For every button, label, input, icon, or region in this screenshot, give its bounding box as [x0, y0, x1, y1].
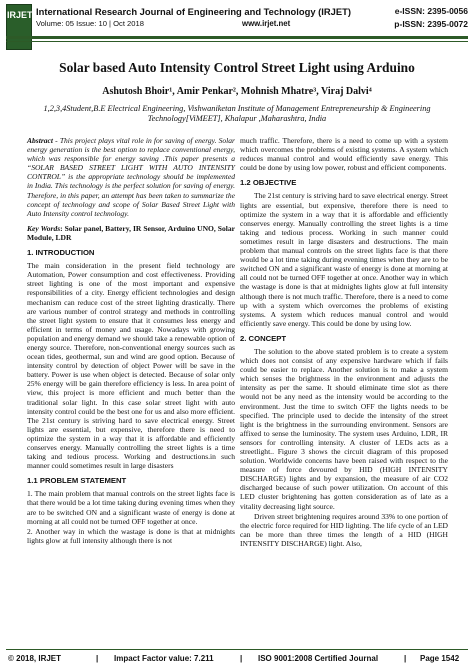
p-issn: p-ISSN: 2395-0072 — [394, 19, 468, 29]
problem-item-1: 1. The main problem that manual controls on the street lights face is that there would be a lot time taking during evening times when they are to be switched ON and a significant waste of energy is done at morning at all could not be turned OFF together at once. — [27, 489, 235, 526]
footer-copyright: © 2018, IRJET — [8, 654, 62, 663]
footer-iso: ISO 9001:2008 Certified Journal — [258, 654, 379, 663]
section-heading-introduction: 1. INTRODUCTION — [27, 248, 95, 258]
journal-title: International Research Journal of Engineering and Technology (IRJET) — [36, 6, 351, 17]
footer-page-number: Page 1542 — [420, 654, 460, 663]
keywords-label: Key Words — [27, 223, 61, 233]
paper-affiliation: 1,2,3,4Student,B.E Electrical Engineering, Vishwaniketan Institute of Management Entrepreneurship & Engineering Technology[ViMEET], Khalapur ,Maharashtra, India — [43, 104, 431, 123]
objective-text: The 21st century is striving hard to save electrical energy. Street lights are essential, but expensive, therefore there is need to optimize the system in a way that it is affordable and efficiently conserves energy. Manually controlling the street lights is a time taking and tedious process. Working in such manner could sometimes result in large disasters and destructions. The main problem that manual controls on the street lights face is that there would be a lot time taking during evening times when they are to be switched ON and a significant waste of energy is done at morning at all could not be turned OFF together at once. Another way in which the wastage is done is that at midnights lights glow at full intensity although there is not much traffic. Therefore, there is a need to come up with a system which overcomes the problems of existing systems. A system which reduces manual control and would efficiently save energy. This could be done by using low. — [240, 191, 448, 328]
abstract-label: Abstract — [27, 136, 53, 145]
paper-authors: Ashutosh Bhoir¹, Amir Penkar², Mohnish Mhatre³, Viraj Dalvi⁴ — [102, 86, 372, 97]
paper-title: Solar based Auto Intensity Control Street Light using Arduino — [59, 60, 415, 75]
header-rule — [6, 36, 468, 39]
left-column — [27, 136, 235, 545]
keywords-text: : Solar panel, Battery, IR Sensor, Arduino UNO, Solar Module, LDR — [27, 223, 235, 242]
continued-text: much traffic. Therefore, there is a need to come up with a system which overcomes the problems of existing systems. A system which reduces manual control and would efficiently save energy. This could be done by using low power, robust and efficient components. — [240, 136, 448, 173]
volume-issue: Volume: 05 Issue: 10 | Oct 2018 — [36, 19, 144, 28]
abstract — [27, 136, 235, 218]
section-heading-objective: 1.2 OBJECTIVE — [240, 178, 297, 188]
section-heading-concept: 2. CONCEPT — [240, 333, 287, 343]
journal-header — [0, 0, 474, 52]
section-heading-problem-statement: 1.1 PROBLEM STATEMENT — [27, 476, 127, 486]
logo-text: IRJET — [7, 10, 33, 20]
introduction-text: The main consideration in the present field technology are Automation, Power consumption and cost effectiveness. Providing street lighting is one of the most important and expensive responsibilities of a city. Energy efficient technologies and design mechanism can reduce cost of the street lighting drastically. There are various number of control strategy and methods in controlling the street light system to ensure that it consumes less energy and efficient in terms of money and usage. Nowadays with growing population and energy demand we should take a renewable option of energy source. Therefore, non-conventional energy sources such as ocean tides, geothermal, sun and wind are good option. Because of intensity control by detection of object Power will be save in the battery. Power is use when object is detected. Because of solar only 25% energy will be gain therefore efficiency is less. In area point of view, this project is more efficient and much better than the traditional solar light. In this case solar street light with auto intensity control could be the best one for us and also more efficient. The 21st century is striving hard to save electrical energy. Street lights are essential, but expensive, therefore there is need to optimize the system in a way that it is affordable and efficiently conserves energy. Manually controlling the street lights is a time taking and tedious process. Working and destructions.in such manner could sometimes result in large disasters — [27, 261, 235, 471]
header-rule-thin — [6, 41, 468, 42]
irjet-logo — [6, 4, 32, 50]
problem-item-2: 2. Another way in which the wastage is done is that at midnights lights glow at full intensity although there is not — [27, 526, 235, 545]
journal-url[interactable]: www.irjet.net — [242, 19, 291, 28]
e-issn: e-ISSN: 2395-0056 — [394, 6, 468, 16]
abstract-text: - This project plays vital role in for saving of energy. Solar energy generation is the best option to replace conventional energy, which was responsible for energy saving .This paper presents a “SOLAR BASED STREET LIGHT WITH AUTO INTENSITY CONTROL” is the appropriate technology should be implemented in India. This technology is the perfect solution for saving of energy. Therefore, in this paper, an attempt has been taken to summarize the concept of technology and scope of Solar Based Street Light with Auto Intensity control technology. — [27, 136, 235, 218]
footer-separator: | — [404, 654, 407, 663]
footer-separator: | — [240, 654, 243, 663]
concept-text-2: Driven street brightening requires around 33% to one portion of the electric force required for HID lighting. The life cycle of an LED can be more than three times the length of a HID (HIGH INTENSITY DISCHARGE) light. Also, — [240, 511, 448, 548]
footer-separator: | — [96, 654, 99, 663]
footer-impact-factor: Impact Factor value: 7.211 — [114, 654, 214, 663]
concept-text: The solution to the above stated problem is to create a system which does not consist of any expensive hardware which if fails could be easier to replace. Another solution is to make a system which senses the brightness in the environment and adjusts the intensity as per the same. It should eliminate time slot as there would not be any need as the intensity would be according to the environment. Just the time to switch OFF the lights needs to be specified. The principle used to decide the intensity of the street light is the brightness in the surrounding environment. Sensors are affixed to sense the luminosity. The system uses Arduino, LDR, IR sensors for controlling intensity. A cluster of LEDs acts as a streetlight.. Figure 3 shows the circuit diagram of this proposed solution. Worldwide concerns have been raised with respect to the measure of force devoured by HID (HIGH INTENSITY DISCHARGE) lights and by expansion, the measure of air CO2 discharged because of such power utilization. On account of this LED cluster brightening has gotten consideration as of late as a vitality decreasing light source. — [240, 346, 448, 511]
right-column — [240, 136, 448, 548]
footer-rule — [6, 649, 468, 650]
keywords — [27, 224, 235, 242]
